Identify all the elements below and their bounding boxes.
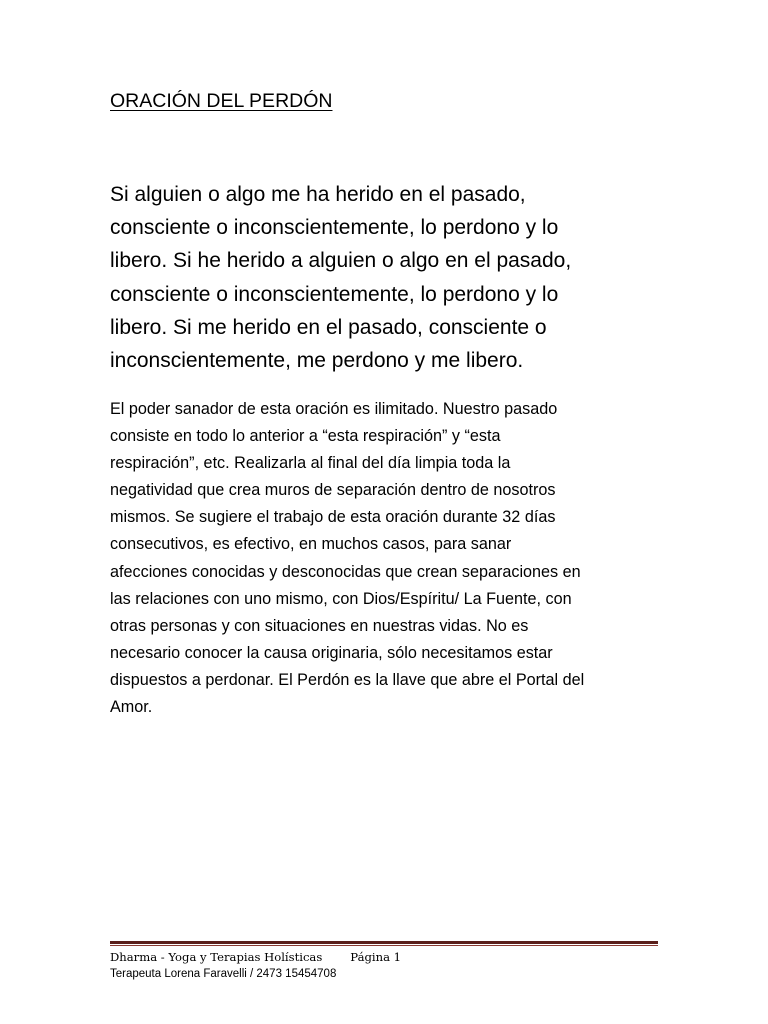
- explanation-line: respiración”, etc. Realizarla al final del día limpia toda la: [110, 454, 511, 473]
- prayer-line: libero. Si me herido en el pasado, consciente o: [110, 315, 547, 339]
- explanation-line: consecutivos, es efectivo, en muchos casos, para sanar: [110, 535, 512, 554]
- prayer-line: consciente o inconscientemente, lo perdono y lo: [110, 216, 559, 240]
- document-title: ORACIÓN DEL PERDÓN: [110, 90, 333, 112]
- explanation-line: El poder sanador de esta oración es ilimitado. Nuestro pasado: [110, 400, 558, 418]
- explanation-line: Amor.: [110, 698, 153, 717]
- explanation-line: negatividad que crea muros de separación dentro de nosotros: [110, 481, 556, 500]
- footer-contact: Terapeuta Lorena Faravelli / 2473 15454708: [110, 968, 337, 980]
- explanation-line: necesario conocer la causa originaria, sólo necesitamos estar: [110, 643, 553, 662]
- prayer-line: Si alguien o algo me ha herido en el pasado,: [110, 183, 526, 206]
- footer-page-number: Página 1: [350, 950, 402, 964]
- explanation-line: dispuestos a perdonar. El Perdón es la llave que abre el Portal del: [110, 670, 585, 689]
- footer-divider-thick: [110, 941, 658, 944]
- footer-organization: Dharma - Yoga y Terapias Holísticas: [110, 950, 323, 964]
- prayer-line: consciente o inconscientemente, lo perdono y lo: [110, 282, 559, 306]
- explanation-line: afecciones conocidas y desconocidas que crean separaciones en: [110, 562, 581, 581]
- footer-divider-thin: [110, 945, 658, 946]
- footer-header-line: [110, 949, 401, 965]
- prayer-paragraph: [110, 178, 640, 377]
- explanation-line: mismos. Se sugiere el trabajo de esta oración durante 32 días: [110, 508, 556, 527]
- explanation-line: las relaciones con uno mismo, con Dios/Espíritu/ La Fuente, con: [110, 589, 572, 608]
- explanation-line: consiste en todo lo anterior a “esta respiración” y “esta: [110, 427, 501, 446]
- prayer-line: inconscientemente, me perdono y me libero.: [110, 349, 524, 373]
- explanation-paragraph: [110, 396, 685, 721]
- prayer-line: libero. Si he herido a alguien o algo en el pasado,: [110, 249, 572, 273]
- footer-divider: [110, 941, 658, 947]
- explanation-line: otras personas y con situaciones en nuestras vidas. No es: [110, 616, 529, 635]
